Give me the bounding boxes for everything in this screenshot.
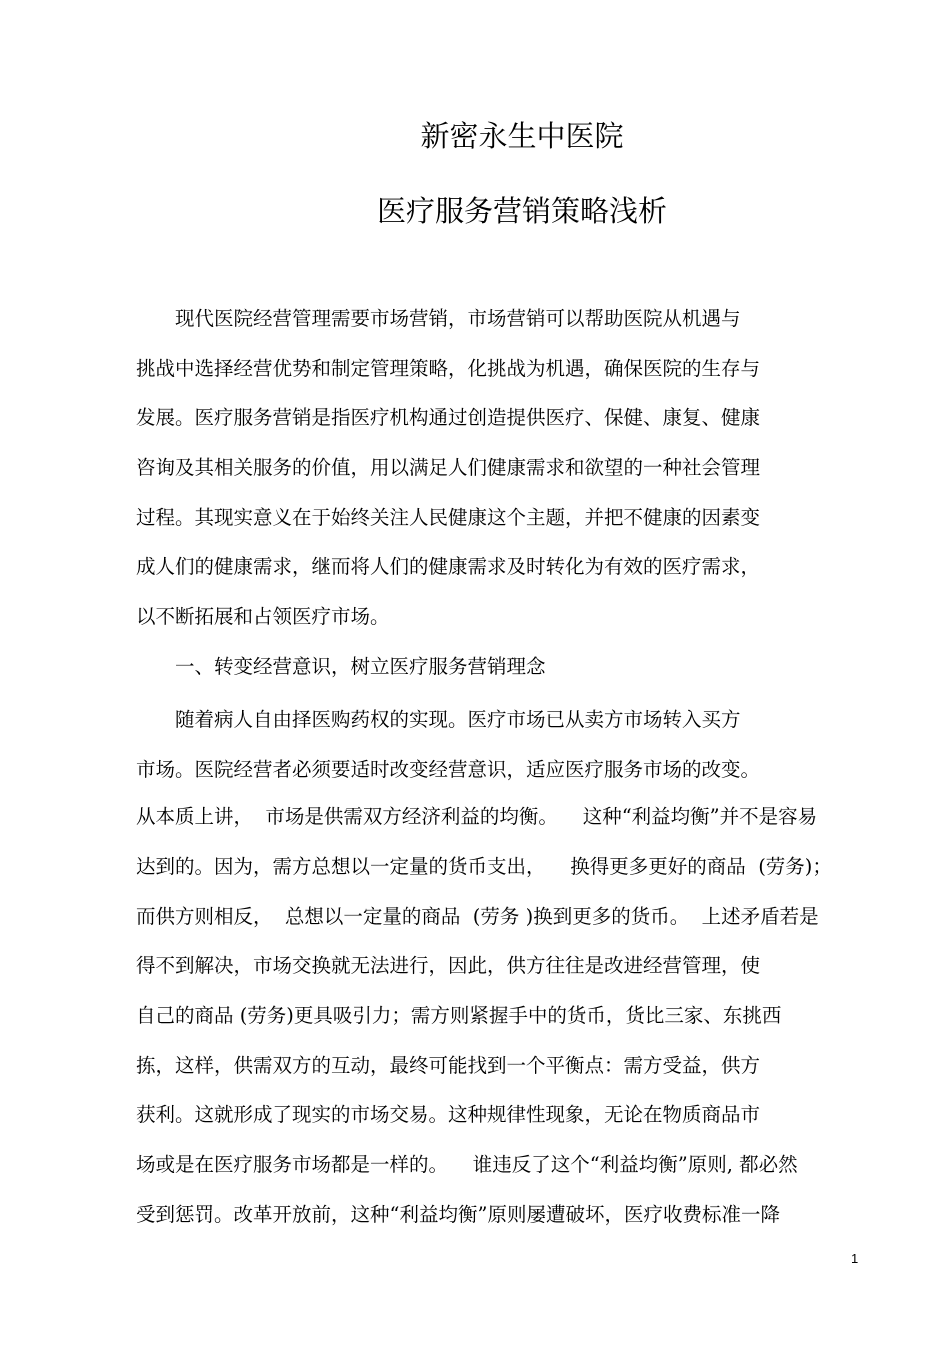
paragraph-line: 达到的。因为，需方总想以一定量的货币支出， 换得更多更好的商品 (劳务)； — [136, 855, 832, 878]
paragraph-line: 受到惩罚。改革开放前，这种“利益均衡”原则屡遭破坏，医疗收费标准一降 — [136, 1203, 780, 1226]
section-heading: 一、转变经营意识，树立医疗服务营销理念 — [175, 655, 546, 678]
paragraph-line: 市场。医院经营者必须要适时改变经营意识，适应医疗服务市场的改变。 — [136, 758, 761, 781]
document-title: 新密永生中医院 — [420, 119, 624, 153]
paragraph-line: 以不断拓展和占领医疗市场。 — [136, 605, 390, 628]
paragraph-line: 过程。其现实意义在于始终关注人民健康这个主题，并把不健康的因素变 — [136, 506, 761, 529]
paragraph-line: 咨询及其相关服务的价值，用以满足人们健康需求和欲望的一种社会管理 — [136, 456, 761, 479]
paragraph-line: 获利。这就形成了现实的市场交易。这种规律性现象，无论在物质商品市 — [136, 1103, 761, 1126]
paragraph-line: 拣，这样，供需双方的互动，最终可能找到一个平衡点：需方受益，供方 — [136, 1054, 761, 1077]
paragraph-line: 得不到解决，市场交换就无法进行，因此，供方往往是改进经营管理，使 — [136, 954, 761, 977]
paragraph-line: 从本质上讲， 市场是供需双方经济利益的均衡。 这种“利益均衡”并不是容易 — [136, 805, 818, 828]
paragraph-line: 挑战中选择经营优势和制定管理策略，化挑战为机遇，确保医院的生存与 — [136, 357, 761, 380]
paragraph-line: 而供方则相反， 总想以一定量的商品 (劳务 )换到更多的货币。 上述矛盾若是 — [136, 905, 819, 928]
paragraph-line: 场或是在医疗服务市场都是一样的。 谁违反了这个“利益均衡”原则, 都必然 — [136, 1153, 798, 1176]
paragraph-line: 成人们的健康需求，继而将人们的健康需求及时转化为有效的医疗需求， — [136, 555, 761, 578]
document-subtitle: 医疗服务营销策略浅析 — [376, 194, 667, 228]
paragraph-line: 自己的商品 (劳务)更具吸引力；需方则紧握手中的货币，货比三家、东挑西 — [136, 1004, 782, 1027]
paragraph-line: 发展。医疗服务营销是指医疗机构通过创造提供医疗、保健、康复、健康 — [136, 406, 761, 429]
paragraph-line: 现代医院经营管理需要市场营销，市场营销可以帮助医院从机遇与 — [175, 307, 741, 330]
page-number: 1 — [851, 1251, 859, 1266]
paragraph-line: 随着病人自由择医购药权的实现。医疗市场已从卖方市场转入买方 — [175, 708, 741, 731]
